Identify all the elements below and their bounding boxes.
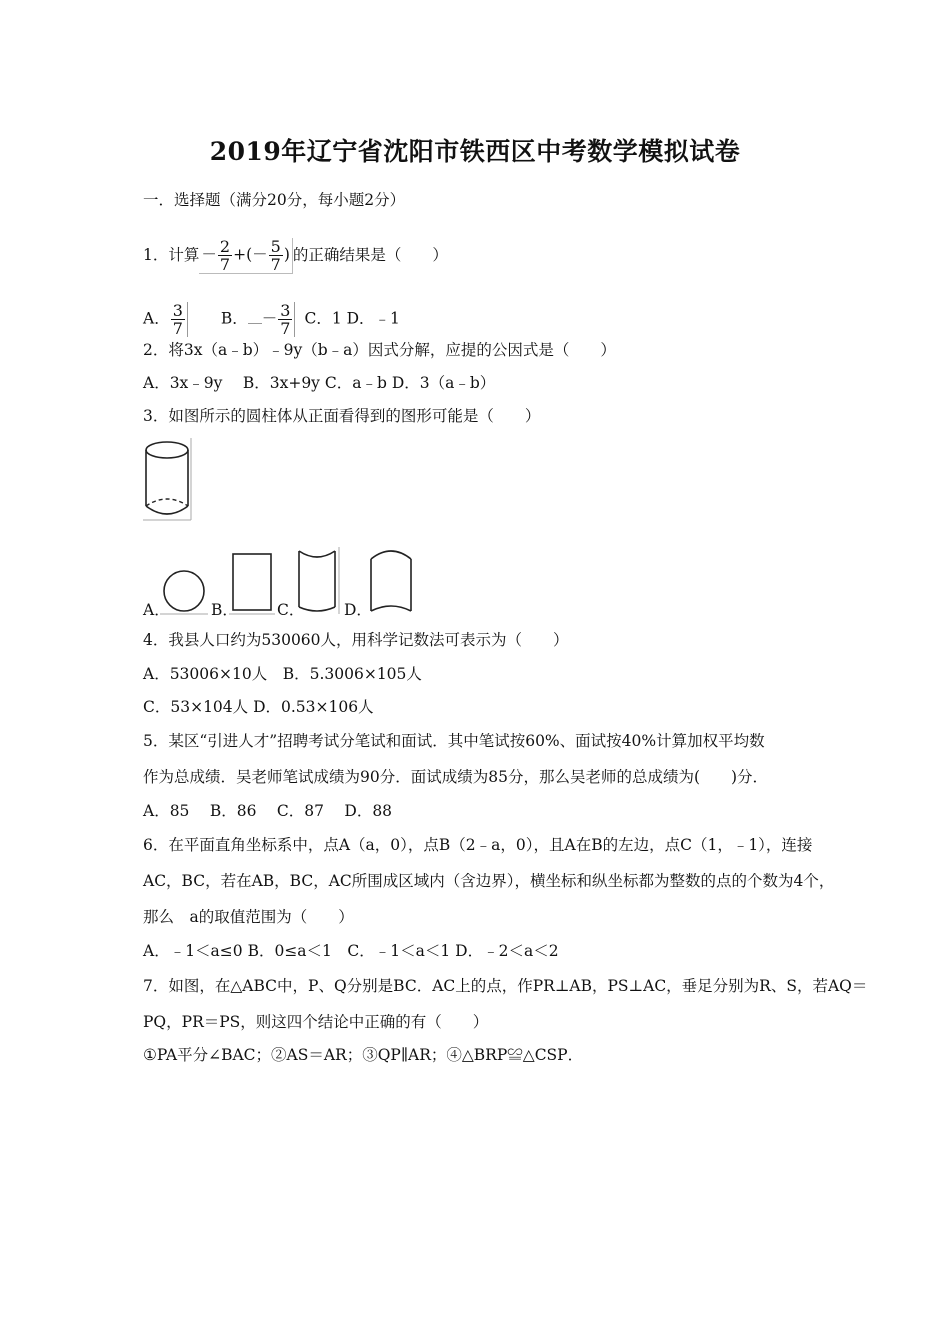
q3-option-a-label: A． — [143, 601, 170, 619]
question-5-options: A．85 B．86 C．87 D．88 — [143, 802, 393, 820]
question-6-line-3: 那么 a的取值范围为（ ） — [143, 908, 354, 926]
q1-fraction-1: $\frac{2}{7}$ — [219, 237, 231, 274]
q1-prefix: 1．计算 — [143, 246, 200, 264]
question-2: 2．将3x（a﹣b）﹣9y（b﹣a）因式分解，应提的公因式是（ ） — [143, 341, 616, 359]
cylinder-figure — [143, 436, 193, 522]
q1-expression: － $\frac{2}{7}$ +(－ $\frac{5}{7}$ ) — [199, 238, 293, 274]
q3-option-b-label: B． — [211, 601, 238, 619]
circle-option-figure — [160, 568, 208, 616]
q1-option-a-fraction: $\frac{3}{7}$ — [171, 302, 188, 337]
question-4: 4．我县人口约为530060人，用科学记数法可表示为（ ） — [143, 631, 569, 649]
q1-fraction-2: $\frac{5}{7}$ — [270, 237, 281, 274]
question-5-line-1: 5．某区“引进人才”招聘考试分笔试和面试．其中笔试按60%、面试按40%计算加权平均数 — [143, 732, 765, 750]
question-7-line-2: PQ，PR＝PS，则这四个结论中正确的有（ ） — [143, 1013, 489, 1031]
q1-suffix: 的正确结果是（ ） — [292, 246, 448, 264]
question-1 — [143, 238, 448, 274]
question-2-options: A．3x﹣9y B．3x+9y C．a﹣b D．3（a﹣b） — [143, 374, 496, 392]
q3-option-d-label: D． — [344, 601, 372, 619]
concave-top-option-figure — [295, 545, 341, 616]
question-7-line-1: 7．如图，在△ABC中，P、Q分别是BC．AC上的点，作PR⊥AB，PS⊥AC，垂足分别为R、S，若AQ＝ — [143, 977, 868, 995]
page-title: 2019年辽宁省沈阳市铁西区中考数学模拟试卷 — [209, 137, 741, 166]
rectangle-option-figure — [229, 550, 275, 616]
question-6-line-2: AC，BC，若在AB，BC，AC所围成区域内（含边界），横坐标和纵坐标都为整数的点的个数为4个， — [143, 872, 835, 890]
question-6-line-1: 6．在平面直角坐标系中，点A（a，0），点B（2﹣a，0），且A在B的左边，点C（1，﹣1），连接 — [143, 836, 813, 854]
question-1-options: A． $\frac{3}{7}$ B． － $\frac{3}{7}$ C．1 D．﹣1 — [143, 301, 400, 338]
question-7-line-3: ①PA平分∠BAC；②AS＝AR；③QP∥AR；④△BRP≌△CSP． — [143, 1046, 584, 1064]
section-heading: 一．选择题（满分20分，每小题2分） — [143, 191, 406, 209]
question-4-options-1: A．53006×10人 B．5.3006×105人 — [143, 665, 422, 683]
convex-top-option-figure — [365, 545, 417, 616]
question-3: 3．如图所示的圆柱体从正面看得到的图形可能是（ ） — [143, 407, 541, 425]
question-5-line-2: 作为总成绩．吴老师笔试成绩为90分．面试成绩为85分，那么吴老师的总成绩为( )分． — [143, 768, 769, 786]
question-6-options: A．﹣1＜a≤0 B．0≤a＜1 C．﹣1＜a＜1 D．﹣2＜a＜2 — [143, 942, 559, 960]
q3-option-c-label: C． — [277, 601, 305, 619]
q1-option-b-fraction: $\frac{3}{7}$ — [278, 302, 295, 337]
question-4-options-2: C．53×104人 D．0.53×106人 — [143, 698, 374, 716]
